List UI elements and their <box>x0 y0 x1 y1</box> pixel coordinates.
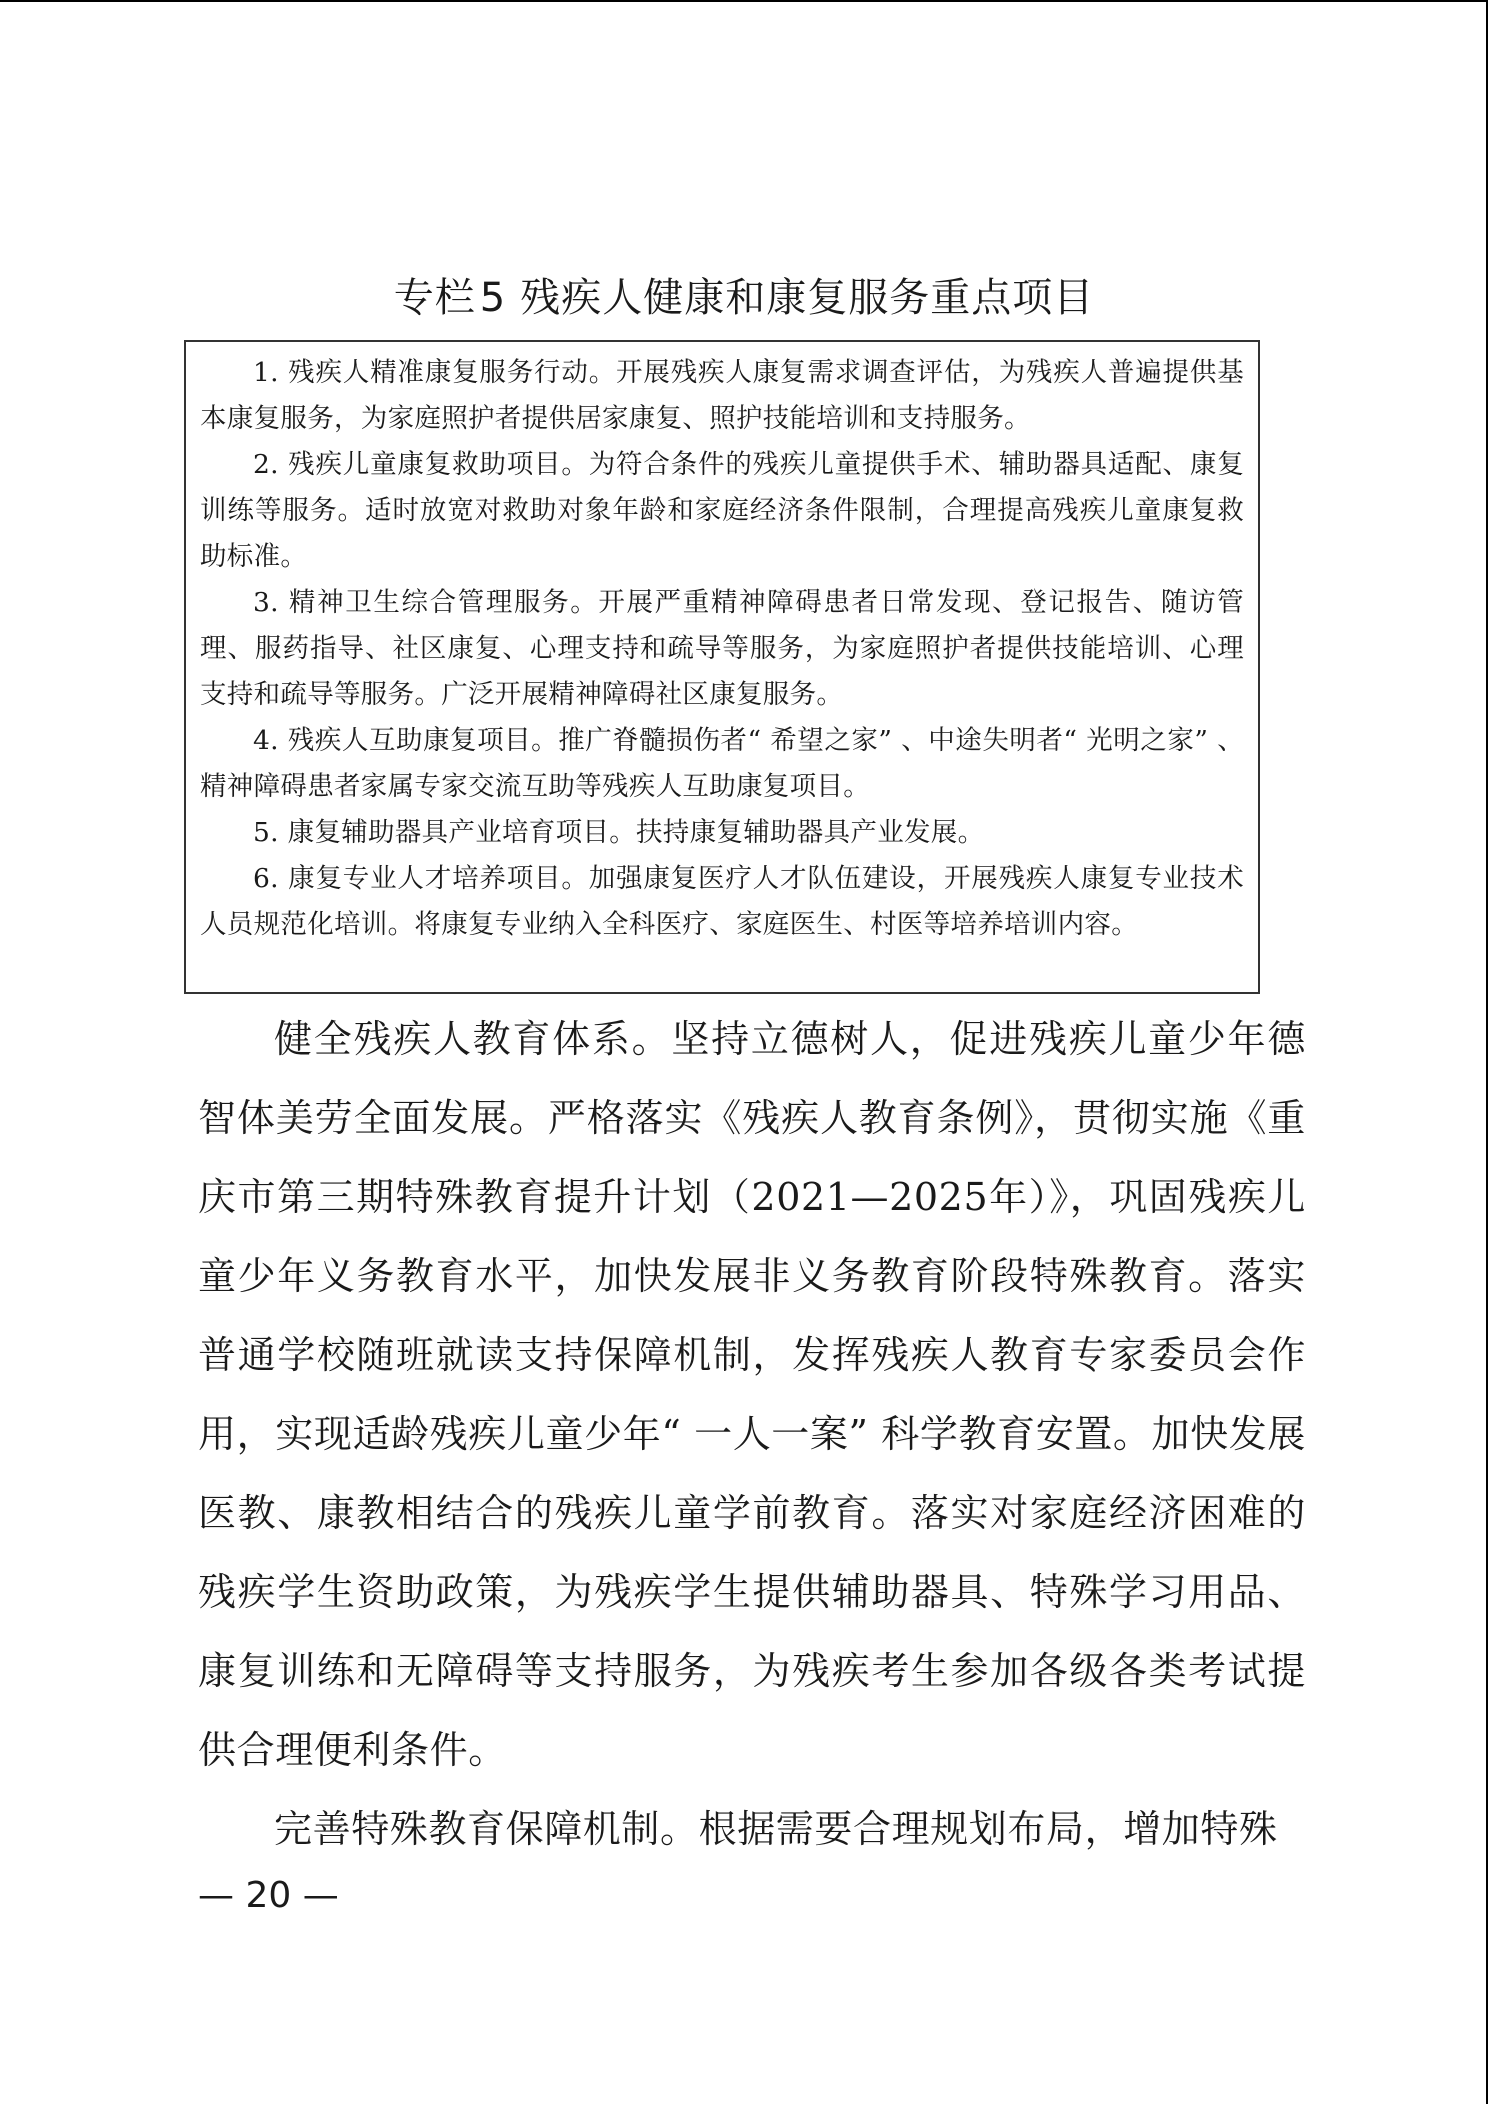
box-item-4: 4. 残疾人互助康复项目。推广脊髓损伤者“ 希望之家” 、中途失明者“ 光明之家” 、精神障碍患者家属专家交流互助等残疾人互助康复项目。 <box>200 725 1244 802</box>
box-item-6: 6. 康复专业人才培养项目。加强康复医疗人才队伍建设，开展残疾人康复专业技术人员规范化培训。将康复专业纳入全科医疗、家庭医生、村医等培养培训内容。 <box>200 863 1244 940</box>
body-paragraph-1: 健全残疾人教育体系。坚持立德树人，促进残疾儿童少年德智体美劳全面发展。严格落实《残疾人教育条例》，贯彻实施《重庆市第三期特殊教育提升计划（2021—2025年）》，巩固残疾儿童少年义务教育水平，加快发展非义务教育阶段特殊教育。落实普通学校随班就读支持保障机制，发挥残疾人教育专家委员会作用，实现适龄残疾儿童少年“ 一人一案” 科学教育安置。加快发展医教、康教相结合的残疾儿童学前教育。落实对家庭经济困难的残疾学生资助政策，为残疾学生提供辅助器具、特殊学习用品、康复训练和无障碍等支持服务，为残疾考生参加各级各类考试提供合理便利条件。 <box>198 1017 1306 1772</box>
page-border-top <box>0 0 1488 2</box>
page-number: — 20 — <box>198 1875 339 1916</box>
box-title-text: 残疾人健康和康复服务重点项目 <box>520 275 1095 321</box>
box-title-prefix: 专栏 <box>393 275 476 321</box>
body-text <box>198 1000 1306 1869</box>
box-item-1: 1. 残疾人精准康复服务行动。开展残疾人康复需求调查评估，为残疾人普遍提供基本康复服务，为家庭照护者提供居家康复、照护技能培训和支持服务。 <box>200 357 1244 434</box>
body-paragraph-2: 完善特殊教育保障机制。根据需要合理规划布局，增加特殊 <box>274 1807 1278 1851</box>
box-item-2: 2. 残疾儿童康复救助项目。为符合条件的残疾儿童提供手术、辅助器具适配、康复训练等服务。适时放宽对救助对象年龄和家庭经济条件限制，合理提高残疾儿童康复救助标准。 <box>200 449 1244 572</box>
box-title-number: 5 <box>479 275 507 321</box>
box-item-5: 5. 康复辅助器具产业培育项目。扶持康复辅助器具产业发展。 <box>253 817 985 848</box>
box-title <box>0 272 1488 324</box>
box-item-3: 3. 精神卫生综合管理服务。开展严重精神障碍患者日常发现、登记报告、随访管理、服药指导、社区康复、心理支持和疏导等服务，为家庭照护者提供技能培训、心理支持和疏导等服务。广泛开展精神障碍社区康复服务。 <box>200 587 1244 710</box>
feature-box <box>184 340 1260 994</box>
